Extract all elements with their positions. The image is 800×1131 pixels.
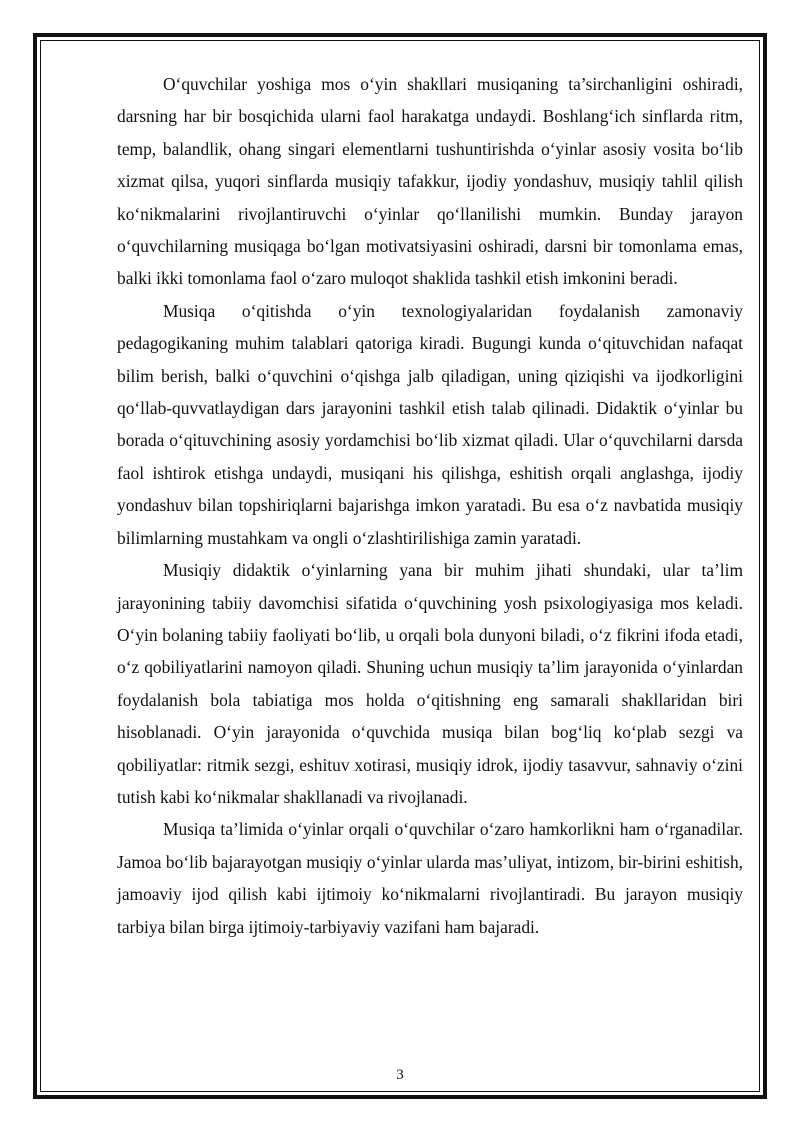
paragraph-4: Musiqa ta’limida o‘yinlar orqali o‘quvchilar o‘zaro hamkorlikni ham o‘rganadilar. Jamoa bo‘lib bajarayotgan musiqiy o‘yinlar ularda mas’uliyat, intizom, bir-birini eshitish, jamoaviy ijod qilish kabi ijtimoiy ko‘nikmalarni rivojlantiradi. Bu jarayon musiqiy tarbiya bilan birga ijtimoiy-tarbiyaviy vazifani ham bajaradi. [117,819,743,937]
paragraph-1: O‘quvchilar yoshiga mos o‘yin shakllari musiqaning ta’sirchanligini oshiradi, darsning har bir bosqichida ularni faol harakatga undaydi. Boshlang‘ich sinflarda ritm, temp, balandlik, ohang singari elementlarni tushuntirishda o‘yinlar asosiy vosita bo‘lib xizmat qilsa, yuqori sinflarda musiqiy tafakkur, ijodiy yondashuv, musiqiy tahlil qilish ko‘nikmalarini rivojlantiruvchi o‘yinlar qo‘llanilishi mumkin. Bunday jarayon o‘quvchilarning musiqaga bo‘lgan motivatsiyasini oshiradi, darsni bir tomonlama emas, balki ikki tomonlama faol o‘zaro muloqot shaklida tashkil etish imkonini beradi. [117,74,743,289]
paragraph-3: Musiqiy didaktik o‘yinlarning yana bir muhim jihati shundaki, ular ta’lim jarayonining tabiiy davomchisi sifatida o‘quvchining yosh psixologiyasiga mos keladi. O‘yin bolaning tabiiy faoliyati bo‘lib, u orqali bola dunyoni biladi, o‘z fikrini ifoda etadi, o‘z qobiliyatlarini namoyon qiladi. Shuning uchun musiqiy ta’lim jarayonida o‘yinlardan foydalanish bola tabiatiga mos holda o‘qitishning eng samarali shakllaridan biri hisoblanadi. O‘yin jarayonida o‘quvchida musiqa bilan bog‘liq ko‘plab sezgi va qobiliyatlar: ritmik sezgi, eshituv xotirasi, musiqiy idrok, ijodiy tasavvur, sahnaviy o‘zini tutish kabi ko‘nikmalar shakllanadi va rivojlanadi. [117,560,743,807]
document-body [117,68,743,943]
page-number: 3 [396,1067,404,1083]
paragraph-2: Musiqa o‘qitishda o‘yin texnologiyalaridan foydalanish zamonaviy pedagogikaning muhim talablari qatoriga kiradi. Bugungi kunda o‘qituvchidan nafaqat bilim berish, balki o‘quvchini o‘qishga jalb qiladigan, uning qiziqishi va ijodkorligini qo‘llab-quvvatlaydigan dars jarayonini tashkil etish talab qilinadi. Didaktik o‘yinlar bu borada o‘qituvchining asosiy yordamchisi bo‘lib xizmat qiladi. Ular o‘quvchilarni darsda faol ishtirok etishga undaydi, musiqani his qilishga, eshitish orqali anglashga, ijodiy yondashuv bilan topshiriqlarni bajarishga imkon yaratadi. Bu esa o‘z navbatida musiqiy bilimlarning mustahkam va ongli o‘zlashtirilishiga zamin yaratadi. [117,300,743,548]
